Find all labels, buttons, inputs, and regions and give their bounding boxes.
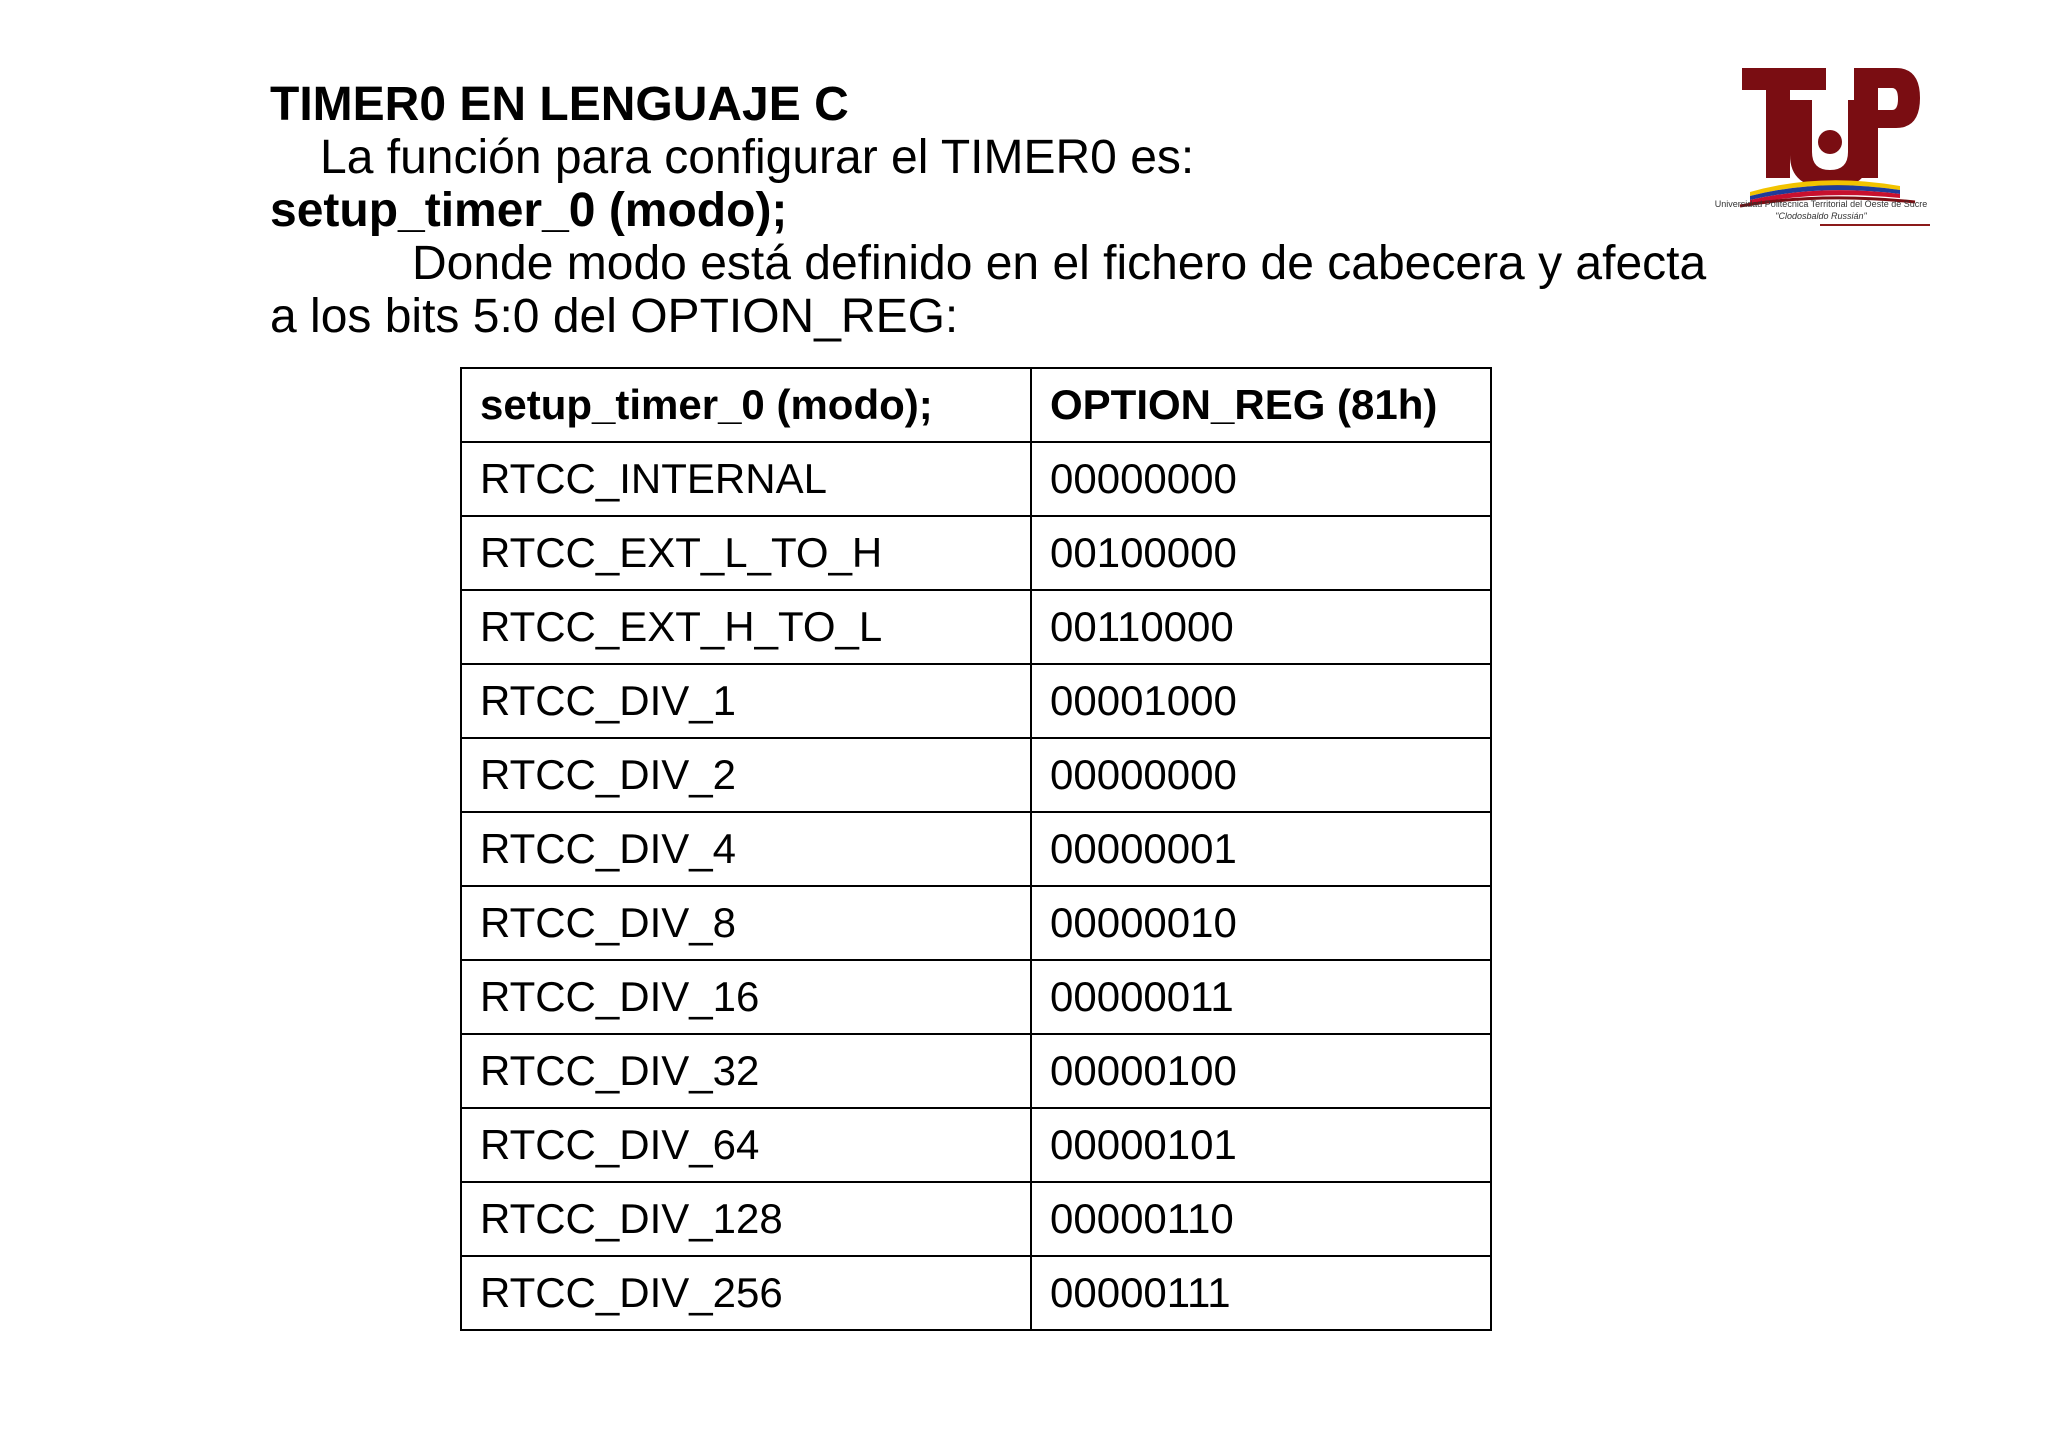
logo-caption xyxy=(1706,198,1936,222)
mode-cell: RTCC_DIV_32 xyxy=(461,1034,1031,1108)
table-row xyxy=(461,1182,1491,1256)
mode-cell: RTCC_DIV_1 xyxy=(461,664,1031,738)
mode-cell: RTCC_DIV_2 xyxy=(461,738,1031,812)
mode-cell: RTCC_INTERNAL xyxy=(461,442,1031,516)
option-reg-cell: 00000010 xyxy=(1031,886,1491,960)
table-row xyxy=(461,886,1491,960)
header-mode: setup_timer_0 (modo); xyxy=(461,368,1031,442)
table-row xyxy=(461,738,1491,812)
mode-cell: RTCC_DIV_64 xyxy=(461,1108,1031,1182)
option-reg-cell: 00000101 xyxy=(1031,1108,1491,1182)
mode-cell: RTCC_EXT_L_TO_H xyxy=(461,516,1031,590)
option-reg-cell: 00000110 xyxy=(1031,1182,1491,1256)
mode-cell: RTCC_DIV_16 xyxy=(461,960,1031,1034)
table-row xyxy=(461,1256,1491,1330)
option-reg-cell: 00000111 xyxy=(1031,1256,1491,1330)
description-line-2: a los bits 5:0 del OPTION_REG: xyxy=(270,290,959,343)
mode-cell: RTCC_DIV_8 xyxy=(461,886,1031,960)
table-row xyxy=(461,590,1491,664)
table-row xyxy=(461,664,1491,738)
header-option-reg: OPTION_REG (81h) xyxy=(1031,368,1491,442)
slide-text-block xyxy=(270,78,1890,343)
option-reg-cell: 00110000 xyxy=(1031,590,1491,664)
logo-underline xyxy=(1820,224,1930,226)
table-row xyxy=(461,442,1491,516)
table-header-row xyxy=(461,368,1491,442)
table-row xyxy=(461,516,1491,590)
mode-cell: RTCC_DIV_4 xyxy=(461,812,1031,886)
timer0-mode-table xyxy=(460,367,1492,1331)
option-reg-cell: 00000000 xyxy=(1031,442,1491,516)
mode-cell: RTCC_DIV_256 xyxy=(461,1256,1031,1330)
option-reg-cell: 00000100 xyxy=(1031,1034,1491,1108)
table-row xyxy=(461,812,1491,886)
option-reg-cell: 00100000 xyxy=(1031,516,1491,590)
slide-title: TIMER0 EN LENGUAJE C xyxy=(270,78,849,131)
mode-cell: RTCC_DIV_128 xyxy=(461,1182,1031,1256)
logo-t-stem xyxy=(1766,68,1790,178)
logo-circle xyxy=(1818,130,1842,154)
logo-caption-subtitle: "Clodosbaldo Russián" xyxy=(1775,211,1867,221)
table-row xyxy=(461,1108,1491,1182)
logo-p-shape xyxy=(1854,68,1920,178)
description-line-1: Donde modo está definido en el fichero de cabecera y afecta xyxy=(412,237,1707,290)
table-row xyxy=(461,960,1491,1034)
logo-caption-name: Universidad Politécnica Territorial del Oeste de Sucre xyxy=(1714,199,1928,209)
function-call-text: setup_timer_0 (modo); xyxy=(270,184,788,237)
intro-text: La función para configurar el TIMER0 es: xyxy=(320,131,1195,184)
option-reg-cell: 00001000 xyxy=(1031,664,1491,738)
option-reg-cell: 00000000 xyxy=(1031,738,1491,812)
option-reg-cell: 00000001 xyxy=(1031,812,1491,886)
mode-cell: RTCC_EXT_H_TO_L xyxy=(461,590,1031,664)
table-row xyxy=(461,1034,1491,1108)
option-reg-cell: 00000011 xyxy=(1031,960,1491,1034)
